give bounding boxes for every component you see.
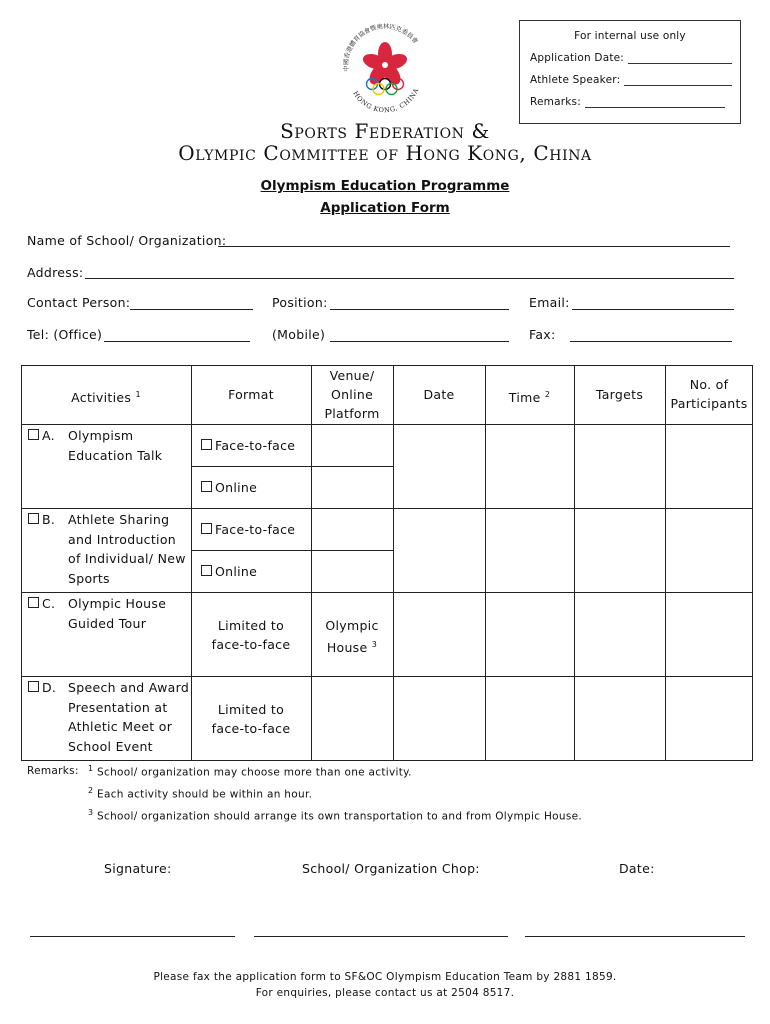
- activity-table: [21, 365, 753, 762]
- remark-sup: 1: [88, 764, 94, 773]
- header-participants-line2: Participants: [670, 396, 748, 411]
- application-date-label: Application Date:: [530, 52, 625, 64]
- activity-c-line: Guided Tour: [68, 615, 147, 631]
- athlete-speaker-field[interactable]: [624, 74, 732, 86]
- activity-a-letter: A.: [42, 428, 55, 443]
- checkbox-icon: [28, 681, 39, 692]
- chop-line[interactable]: [254, 936, 508, 937]
- activity-a-face-to-face-option[interactable]: [201, 436, 295, 456]
- table-row-divider: [191, 550, 393, 551]
- address-field[interactable]: [85, 278, 734, 279]
- fax-label: Fax:: [529, 327, 556, 342]
- activity-d-label: [68, 678, 189, 756]
- header-format: Format: [228, 387, 274, 402]
- activity-b-line: of Individual/ New: [68, 551, 186, 566]
- remark-sup: 2: [88, 786, 94, 795]
- checkbox-icon: [201, 565, 212, 576]
- activity-c-checkbox[interactable]: [28, 594, 55, 614]
- header-time: [485, 385, 574, 407]
- signature-line[interactable]: [30, 936, 235, 937]
- activity-a-online-option[interactable]: [201, 478, 257, 498]
- format-limited-line: Limited to: [217, 618, 285, 633]
- activity-c-letter: C.: [42, 596, 56, 611]
- activity-b-line: Athlete Sharing: [68, 512, 170, 527]
- athlete-speaker-label: Athlete Speaker:: [530, 74, 621, 86]
- tel-office-field[interactable]: [104, 341, 250, 342]
- activity-d-format: [191, 700, 311, 738]
- tel-office-label: Tel: (Office): [27, 327, 103, 342]
- checkbox-icon: [28, 429, 39, 440]
- logo-arc-text: 中國香港體育協會暨奧林匹克委員會: [342, 23, 419, 72]
- signature-label: Signature:: [104, 861, 172, 876]
- table-border-bottom: [21, 760, 753, 761]
- activity-a-checkbox[interactable]: [28, 426, 55, 446]
- format-label: Face-to-face: [215, 522, 296, 537]
- org-name-line2: Olympic Committee of Hong Kong, China: [178, 141, 592, 165]
- activity-b-online-option[interactable]: [201, 562, 257, 582]
- format-limited-line: Limited to: [217, 702, 285, 717]
- header-participants: [665, 375, 753, 413]
- application-date-field[interactable]: [628, 52, 732, 64]
- format-label: Face-to-face: [215, 438, 296, 453]
- sfoc-logo: [335, 18, 435, 118]
- venue-line: Olympic: [325, 618, 379, 633]
- header-date: Date: [423, 387, 455, 402]
- activity-a-line: Education Talk: [68, 447, 163, 463]
- chop-label: School/ Organization Chop:: [302, 861, 480, 876]
- position-label: Position:: [272, 295, 328, 310]
- athlete-speaker-row: [530, 74, 732, 86]
- venue-line: [311, 635, 393, 657]
- header-venue-line1: Venue/: [329, 368, 375, 383]
- format-limited-line: face-to-face: [211, 637, 291, 652]
- contact-person-label: Contact Person:: [27, 295, 131, 310]
- activity-d-line: Presentation at: [68, 699, 168, 715]
- remark-text: Each activity should be within an hour.: [97, 788, 313, 801]
- form-title: Olympism Education Programme: [260, 178, 510, 194]
- checkbox-icon: [28, 597, 39, 608]
- header-participants-line1: No. of: [689, 377, 729, 392]
- activity-b-letter: B.: [42, 512, 56, 527]
- remark-sup: 3: [88, 808, 94, 817]
- org-name-line1: Sports Federation &: [280, 119, 490, 143]
- checkbox-icon: [201, 439, 212, 450]
- date-label: Date:: [619, 861, 655, 876]
- activity-b-line: Sports: [68, 570, 110, 586]
- activity-a-label: [68, 426, 162, 465]
- internal-remarks-field[interactable]: [585, 96, 725, 108]
- table-row-divider: [21, 508, 753, 509]
- remark-text: School/ organization should arrange its own transportation to and from Olympic House.: [97, 810, 582, 823]
- contact-person-field[interactable]: [130, 309, 253, 310]
- remark-item: [88, 764, 412, 779]
- footer-enquiry-note: For enquiries, please contact us at 2504 8517.: [255, 987, 515, 999]
- table-header-divider: [21, 424, 753, 425]
- footer-fax-note: Please fax the application form to SF&OC Olympism Education Team by 2881 1859.: [153, 971, 617, 983]
- form-subtitle: Application Form: [320, 200, 450, 216]
- table-row-divider: [191, 466, 393, 467]
- position-field[interactable]: [330, 309, 509, 310]
- activity-c-format: [191, 616, 311, 654]
- venue-text: House: [326, 640, 368, 656]
- address-label: Address:: [27, 265, 84, 280]
- table-row-divider: [21, 676, 753, 677]
- activity-d-checkbox[interactable]: [28, 678, 56, 698]
- format-label: Online: [215, 564, 258, 579]
- activity-c-label: [68, 594, 166, 633]
- checkbox-icon: [201, 523, 212, 534]
- remark-item: [88, 808, 582, 823]
- header-time-sup: 2: [544, 390, 551, 399]
- internal-remarks-label: Remarks:: [530, 96, 581, 108]
- venue-sup: 3: [371, 640, 378, 649]
- header-activities-sup: 1: [135, 390, 141, 399]
- remark-item: [88, 786, 312, 801]
- header-venue-line3: Platform: [324, 406, 380, 421]
- email-label: Email:: [529, 295, 570, 310]
- header-venue-line2: Online: [330, 387, 374, 402]
- activity-b-face-to-face-option[interactable]: [201, 520, 295, 540]
- internal-use-box: [519, 20, 741, 124]
- table-row-divider: [21, 592, 753, 593]
- mobile-field[interactable]: [330, 341, 509, 342]
- checkbox-icon: [28, 513, 39, 524]
- header-activities: [21, 385, 191, 407]
- logo-bottom-text: HONG KONG, CHINA: [351, 86, 421, 115]
- activity-d-line: School Event: [68, 738, 153, 754]
- activity-b-label: [68, 510, 186, 588]
- internal-use-title: For internal use only: [574, 30, 686, 42]
- remarks-row: [530, 96, 725, 108]
- fax-field[interactable]: [570, 341, 732, 342]
- school-name-label: Name of School/ Organization:: [27, 233, 227, 248]
- checkbox-icon: [201, 481, 212, 492]
- activity-b-checkbox[interactable]: [28, 510, 55, 530]
- activity-b-line: and Introduction: [68, 531, 176, 547]
- remarks-label: Remarks:: [27, 765, 79, 777]
- school-name-field[interactable]: [218, 246, 730, 247]
- email-field[interactable]: [572, 309, 734, 310]
- activity-c-venue: [311, 616, 393, 657]
- header-activities-text: Activities: [71, 390, 132, 406]
- application-date-row: [530, 52, 732, 64]
- format-limited-line: face-to-face: [211, 721, 291, 736]
- header-targets: Targets: [595, 387, 644, 402]
- activity-c-line: Olympic House: [68, 596, 167, 611]
- header-venue: [311, 366, 393, 423]
- activity-d-line: Athletic Meet or: [68, 719, 173, 734]
- header-time-text: Time: [508, 390, 541, 406]
- format-label: Online: [215, 480, 258, 495]
- activity-a-line: Olympism: [68, 428, 134, 443]
- date-line[interactable]: [525, 936, 745, 937]
- activity-d-letter: D.: [42, 680, 57, 695]
- mobile-label: (Mobile): [272, 327, 326, 342]
- remark-text: School/ organization may choose more than one activity.: [97, 766, 412, 779]
- activity-d-line: Speech and Award: [68, 680, 190, 695]
